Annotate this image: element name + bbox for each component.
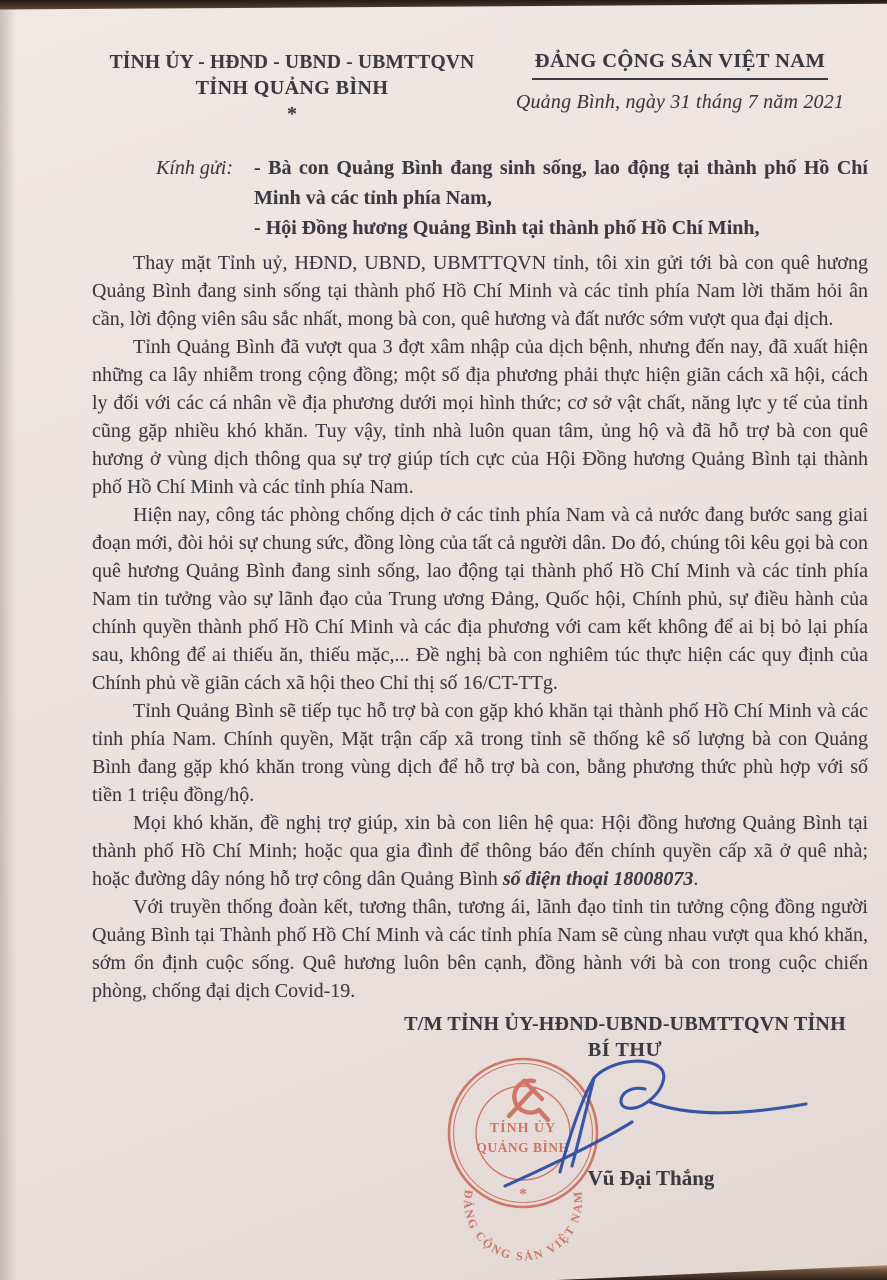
body-paragraph: Thay mặt Tỉnh uỷ, HĐND, UBND, UBMTTQVN tỉnh, tôi xin gửi tới bà con quê hương Quảng Bình đang sinh sống tại thành phố Hồ Chí Minh và các tỉnh phía Nam lời thăm hỏi ân cần, lời động viên sâu sắc nhất, mong bà con, quê hương và đất nước sớm vượt qua đại dịch. [92, 252, 868, 330]
paragraph-text: . [693, 868, 699, 890]
salutation-label: Kính gửi: [156, 157, 234, 179]
paper-left-shadow [0, 8, 16, 1280]
issuing-authority-block [92, 50, 492, 123]
org-name-line1: TỈNH ỦY - HĐND - UBND - UBMTTQVN [109, 52, 475, 73]
paragraph-text: Mọi khó khăn, đề nghị trợ giúp, xin bà con liên hệ qua: Hội đồng hương Quảng Bình tại thành phố Hồ Chí Minh; hoặc qua gia đình để thông báo đến chính quyền cấp xã ở quê nhà; hoặc đường dây nóng hỗ trợ công dân Quảng Bình [92, 812, 868, 890]
org-star: * [287, 103, 297, 125]
body-paragraph: Hiện nay, công tác phòng chống dịch ở các tỉnh phía Nam và cả nước đang bước sang giai đoạn mới, đòi hỏi sự chung sức, đồng lòng của tất cả người dân. Do đó, chúng tôi kêu gọi bà con quê hương Quảng Bình đang sinh sống, lao động tại thành phố Hồ Chí Minh và các tỉnh phía Nam tin tưởng vào sự lãnh đạo của Trung ương Đảng, Quốc hội, Chính phủ, sự điều hành của chính quyền thành phố Hồ Chí Minh và các địa phương với cam kết không để ai bị bỏ lại phía sau, không để ai thiếu ăn, thiếu mặc,... Đề nghị bà con nghiêm túc thực hiện các quy định của Chính phủ về giãn cách xã hội theo Chỉ thị số 16/CT-TTg. [92, 504, 868, 694]
body-paragraph: Tỉnh Quảng Bình đã vượt qua 3 đợt xâm nhập của dịch bệnh, nhưng đến nay, đã xuất hiện những ca lây nhiễm trong cộng đồng; một số địa phương phải thực hiện giãn cách xã hội, cách ly đối với các cá nhân về địa phương dưới mọi hình thức; cơ sở vật chất, năng lực y tế của tỉnh cũng gặp nhiều khó khăn. Tuy vậy, tỉnh nhà luôn quan tâm, ủng hộ và đã hỗ trợ bà con quê hương ở vùng dịch thông qua sự trợ giúp tích cực của Hội Đồng hương Quảng Bình tại thành phố Hồ Chí Minh và các tỉnh phía Nam. [92, 336, 868, 498]
recipient-item: - Bà con Quảng Bình đang sinh sống, lao động tại thành phố Hồ Chí Minh và các tỉnh phía Nam, [254, 157, 868, 209]
recipient-item: - Hội Đồng hương Quảng Bình tại thành phố Hồ Chí Minh, [254, 217, 760, 239]
body-paragraph: Với truyền thống đoàn kết, tương thân, tương ái, lãnh đạo tỉnh tin tưởng cộng đồng người Quảng Bình tại Thành phố Hồ Chí Minh và các tỉnh phía Nam sẽ cùng nhau vượt qua khó khăn, sớm ổn định cuộc sống. Quê hương luôn bên cạnh, đồng hành với bà con trong cuộc chiến phòng, chống đại dịch Covid-19. [92, 896, 868, 1002]
letterhead [92, 50, 868, 123]
signing-authority-line: T/M TỈNH ỦY-HĐND-UBND-UBMTTQVN TỈNH [404, 1013, 846, 1035]
stamp-ring-text: ĐẢNG CỘNG SẢN VIỆT NAM [460, 1189, 586, 1264]
stamp-signature-area [390, 1063, 860, 1165]
hotline-phone-number: số điện thoại 18008073 [502, 868, 694, 890]
signer-name: Vũ Đại Thắng [587, 1166, 715, 1190]
place-date-line: Quảng Bình, ngày 31 tháng 7 năm 2021 [515, 91, 845, 113]
party-name: ĐẢNG CỘNG SẢN VIỆT NAM [532, 50, 829, 80]
stamp-center-line1: TỈNH ỦY [489, 1121, 557, 1136]
org-name-line2: TỈNH QUẢNG BÌNH [195, 77, 389, 99]
signer-title: BÍ THƯ [587, 1039, 663, 1061]
body-paragraph [92, 809, 868, 893]
signature-block [390, 1011, 860, 1191]
letter-body [92, 249, 868, 1005]
national-motto-block [492, 50, 868, 114]
salutation-block [92, 153, 868, 243]
body-paragraph: Tỉnh Quảng Bình sẽ tiếp tục hỗ trợ bà con gặp khó khăn tại thành phố Hồ Chí Minh và các tỉnh phía Nam. Chính quyền, Mặt trận cấp xã trong tỉnh sẽ thống kê số lượng bà con Quảng Bình đang gặp khó khăn trong vùng dịch để hỗ trợ bà con, bằng phương thức phù hợp với số tiền 1 triệu đồng/hộ. [92, 700, 868, 806]
stamp-bottom-star: * [519, 1186, 527, 1203]
recipient-list [254, 153, 868, 243]
stamp-center-line2: QUẢNG BÌNH [476, 1140, 570, 1155]
